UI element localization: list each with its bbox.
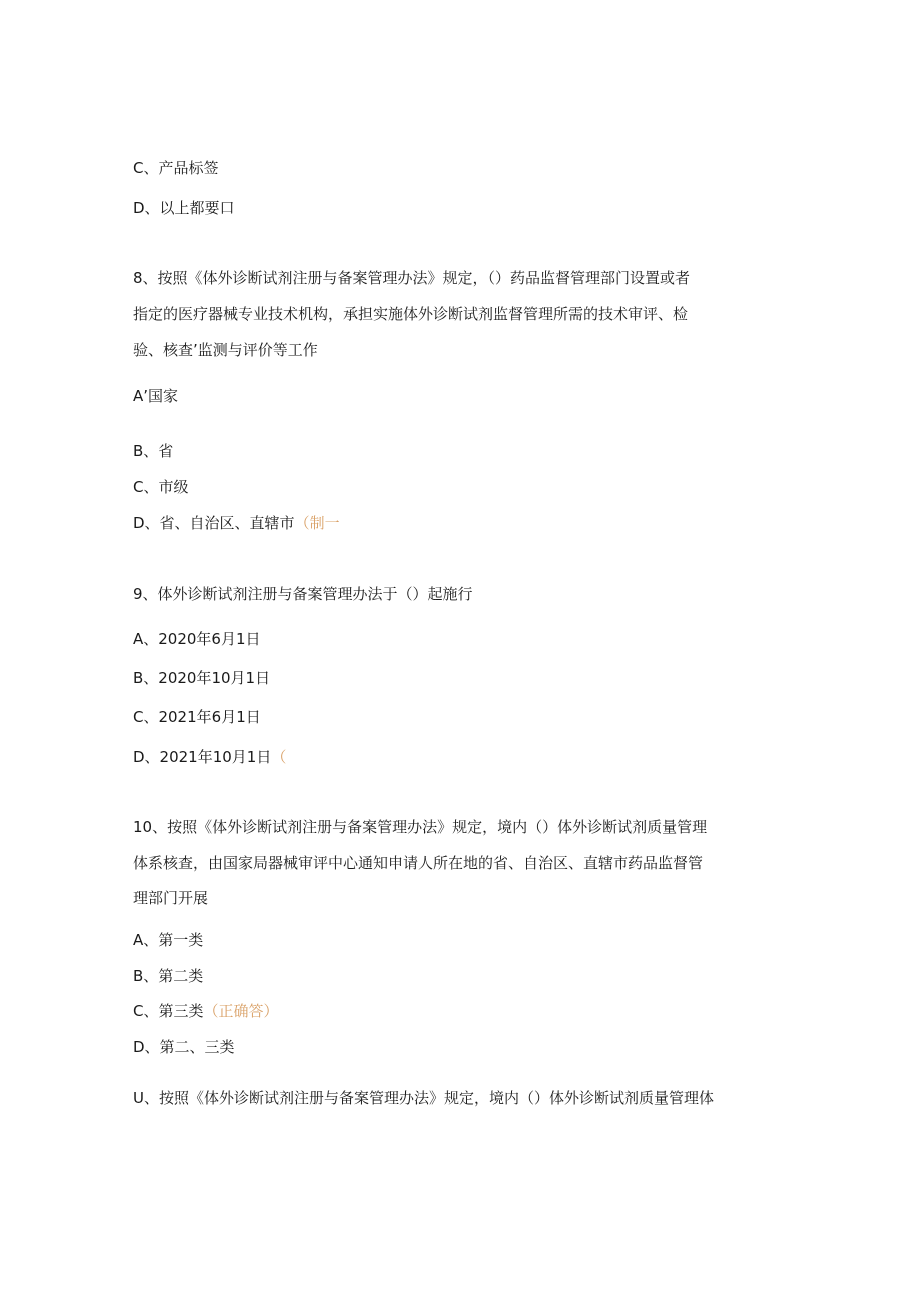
question-10-line-3: 理部门开展 bbox=[133, 889, 209, 907]
question-9-option-c: C、2021年6月1日 bbox=[133, 708, 261, 726]
question-8-option-c: C、市级 bbox=[133, 478, 189, 496]
answer-note: （正确答） bbox=[203, 1002, 279, 1020]
question-10-line-2: 体系核查，由国家局器械审评中心通知申请人所在地的省、自治区、直辖市药品监督管 bbox=[133, 854, 704, 872]
question-9-option-a: A、2020年6月1日 bbox=[133, 630, 261, 648]
question-9-option-b: B、2020年10月1日 bbox=[133, 669, 271, 687]
answer-note: （制一 bbox=[294, 514, 340, 532]
question-8-line-3: 验、核查’监测与评价等工作 bbox=[133, 341, 318, 359]
question-9: 9、体外诊断试剂注册与备案管理办法于（）起施行 bbox=[133, 585, 473, 603]
question-10-option-b: B、第二类 bbox=[133, 967, 204, 985]
question-10-option-a: A、第一类 bbox=[133, 931, 204, 949]
question-8-line-1: 8、按照《体外诊断试剂注册与备案管理办法》规定，（）药品监督管理部门设置或者 bbox=[133, 269, 691, 287]
answer-note: （ bbox=[271, 748, 287, 766]
question-8-option-b: B、省 bbox=[133, 442, 174, 460]
option-d-prev: D、以上都要口 bbox=[133, 199, 235, 217]
question-9-option-d: D、2021年10月1日（ bbox=[133, 748, 287, 766]
option-c-prev: C、产品标签 bbox=[133, 159, 219, 177]
question-10-option-c: C、第三类（正确答） bbox=[133, 1002, 279, 1020]
question-10-option-d: D、第二、三类 bbox=[133, 1038, 235, 1056]
question-11-line-1: U、按照《体外诊断试剂注册与备案管理办法》规定，境内（）体外诊断试剂质量管理体 bbox=[133, 1089, 714, 1107]
question-8-option-d: D、省、自治区、直辖市（制一 bbox=[133, 514, 340, 532]
question-10-line-1: 10、按照《体外诊断试剂注册与备案管理办法》规定，境内（）体外诊断试剂质量管理 bbox=[133, 818, 708, 836]
question-8-option-a: A’国家 bbox=[133, 387, 179, 405]
question-8-line-2: 指定的医疗器械专业技术机构，承担实施体外诊断试剂监督管理所需的技术审评、检 bbox=[133, 305, 689, 323]
